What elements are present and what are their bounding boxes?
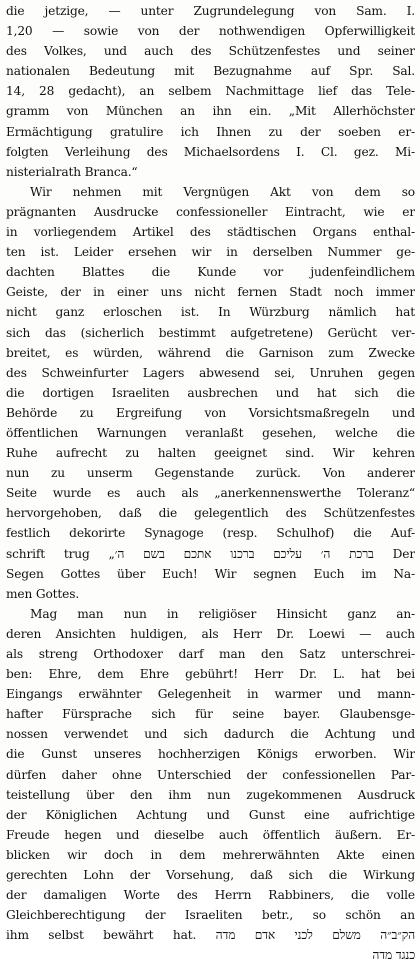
text-line: prägnanten Ausdrucke confessioneller Eintracht, wie er — [6, 204, 415, 219]
article-text — [6, 1, 415, 966]
text-line: gerechten Lohn der Vorsehung, daß sich die Wirkung — [6, 868, 415, 883]
text-line: blicken wir doch in dem mehrerwähnten Akte einen — [6, 847, 415, 862]
text-line: breitet, es würden, während die Garnison zum Zwecke — [6, 345, 415, 360]
text-line: nisterialrath Branca.“ — [6, 164, 138, 179]
text-line: die dortigen Israeliten ausbrechen und hat sich die — [6, 385, 415, 400]
text-line: sich das (sicherlich bestimmt aufgetretene) Gerücht ver- — [6, 325, 415, 340]
text-line: Mag man nun in religiöser Hinsicht ganz an- — [30, 606, 415, 621]
text-line: nun zu unserm Gegenstande zurück. Von anderer — [6, 466, 415, 481]
text-line: der Königlichen Achtung und Gunst eine aufrichtige — [6, 807, 415, 822]
text-line: hafter Fürsprache sich für seine bayer. Glaubensge- — [6, 707, 415, 722]
text-line: dürfen daher ohne Unterschied der confessionellen Par- — [6, 767, 415, 782]
text-line: 14, 28 gedacht), an selbem Nachmittage lief das Tele- — [6, 84, 415, 99]
text-line: Wir nehmen mit Vergnügen Akt von dem so — [30, 184, 415, 199]
text-line: in vorliegendem Artikel des städtischen Organs enthal- — [6, 225, 415, 240]
text-line: Freude hegen und dieselbe auch öffentlich äußern. Er- — [6, 827, 415, 842]
text-line: hervorgehoben, daß die gelegentlich des Schützenfestes — [6, 506, 415, 521]
text-line: Seite wurde es auch als „anerkennenswerthe Toleranz“ — [6, 486, 415, 501]
text-line: nossen verwendet und sich dadurch die Achtung und — [6, 727, 415, 742]
text-line: כנגד מדה — [372, 948, 415, 963]
text-line: als streng Orthodoxer darf man den Satz unterschrei- — [6, 647, 415, 661]
text-line: men Gottes. — [6, 586, 80, 601]
text-line: Behörde zu Ergreifung von Vorsichtsmaßregeln und — [6, 405, 415, 420]
text-line: die Gunst unseres hochherzigen Königs erworben. Wir — [6, 747, 415, 762]
text-line: Geiste, der in einer uns nicht fernen Stadt noch immer — [6, 285, 415, 300]
text-line: die jetzige, — unter Zugrundelegung von Sam. I. — [6, 4, 415, 18]
text-line: Ruhe aufrecht zu halten geeignet sind. Wir kehren — [6, 446, 415, 461]
text-line: der damaligen Worte des Herrn Rabbiners, die volle — [6, 888, 415, 903]
text-line: gramm von München an ihn ein. „Mit Allerhöchster — [6, 104, 415, 119]
text-line: ben: Ehre, dem Ehre gebührt! Herr Dr. L. hat bei — [6, 667, 415, 682]
text-line: ten ist. Leider ersehen wir in derselben Nummer ge- — [6, 245, 415, 260]
text-line: Gleichberechtigung der Israeliten betr., so schön an — [6, 908, 415, 923]
text-line: 1,20 — sowie von der nothwendigen Opferwilligkeit — [6, 24, 415, 39]
text-line: dachten Blattes die Kunde vor judenfeindlichem — [6, 265, 415, 280]
text-line: Eingangs erwähnter Gelegenheit in warmer und mann- — [6, 687, 415, 702]
text-line: nicht ganz erloschen ist. In Würzburg nämlich hat — [6, 305, 415, 320]
text-line: festlich dekorirte Synagoge (resp. Schulhof) die Auf- — [6, 526, 415, 541]
text-line: öffentlichen Warnungen veranlaßt gesehen, welche die — [6, 425, 415, 440]
text-line: teistellung über den ihm nun zugekommenen Ausdruck — [6, 787, 415, 802]
text-line: ihm selbst bewährt hat. הק״ב״ה משלם לכני אדם מדה — [6, 928, 415, 943]
text-line: deren Ansichten huldigen, als Herr Dr. Loewi — auch — [6, 626, 415, 641]
text-line: folgten Verleihung des Michaelsordens I. Cl. gez. Mi- — [6, 144, 415, 159]
text-line: schrift trug „ברכת ה׳ עליכם ברכנו אתכם בשם ה׳ Der — [6, 546, 415, 561]
text-line: Segen Gottes über Euch! Wir segnen Euch im Na- — [6, 566, 415, 581]
text-line: nationalen Bedeutung mit Bezugnahme auf Spr. Sal. — [6, 64, 415, 79]
text-line: Ermächtigung gratulire ich Ihnen zu der soeben er- — [6, 124, 415, 139]
text-line: des Schweinfurter Lagers abwesend sei, Unruhen gegen — [6, 365, 415, 380]
text-line: des Volkes, und auch des Schützenfestes und seiner — [6, 44, 415, 59]
